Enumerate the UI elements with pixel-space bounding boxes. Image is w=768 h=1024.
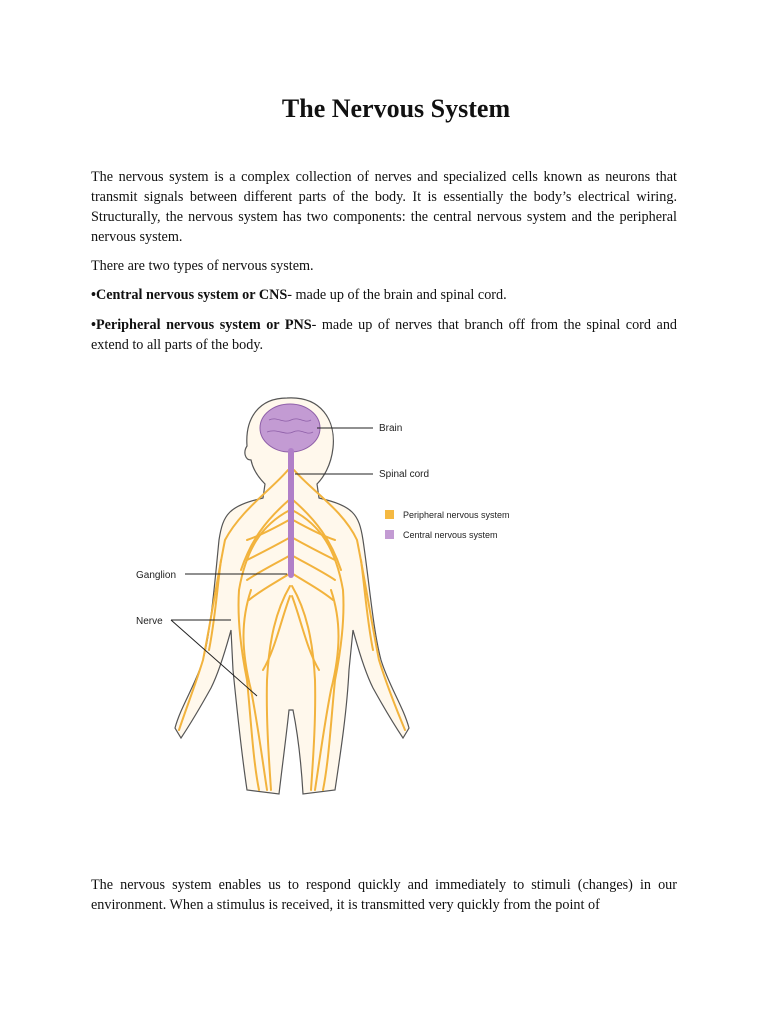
spinal-cord-label: Spinal cord (379, 469, 430, 480)
cns-description: - made up of the brain and spinal cord. (287, 287, 507, 303)
peripheral-legend-label: Peripheral nervous system (403, 510, 510, 520)
pns-paragraph (91, 315, 677, 355)
ganglion-label: Ganglion (136, 570, 177, 581)
cns-paragraph (91, 285, 677, 305)
peripheral-legend-swatch (385, 510, 394, 519)
cns-term: •Central nervous system or CNS (91, 287, 288, 303)
central-legend-label: Central nervous system (403, 530, 498, 540)
central-legend-swatch (385, 530, 394, 539)
page-title: The Nervous System (281, 94, 511, 123)
pns-term: •Peripheral nervous system or PNS (91, 317, 312, 333)
intro-paragraph: The nervous system is a complex collection of nerves and specialized cells known as neurons that transmit signals between different parts of the body. It is essentially the body’s electrical wiring. Structurally, the nervous system has two components: the central nervous system and the peripheral nervous system. (91, 169, 677, 245)
nervous-system-diagram (91, 390, 521, 806)
brain-label: Brain (379, 423, 403, 434)
closing-paragraph: The nervous system enables us to respond quickly and immediately to stimuli (changes) in our environment. When a stimulus is received, it is transmitted very quickly from the point of (91, 877, 677, 913)
pns-description: - made up of nerves that branch off from the spinal cord and extend to all parts of the body. (91, 317, 678, 353)
types-paragraph: There are two types of nervous system. (91, 258, 314, 274)
nerve-label: Nerve (136, 616, 163, 627)
